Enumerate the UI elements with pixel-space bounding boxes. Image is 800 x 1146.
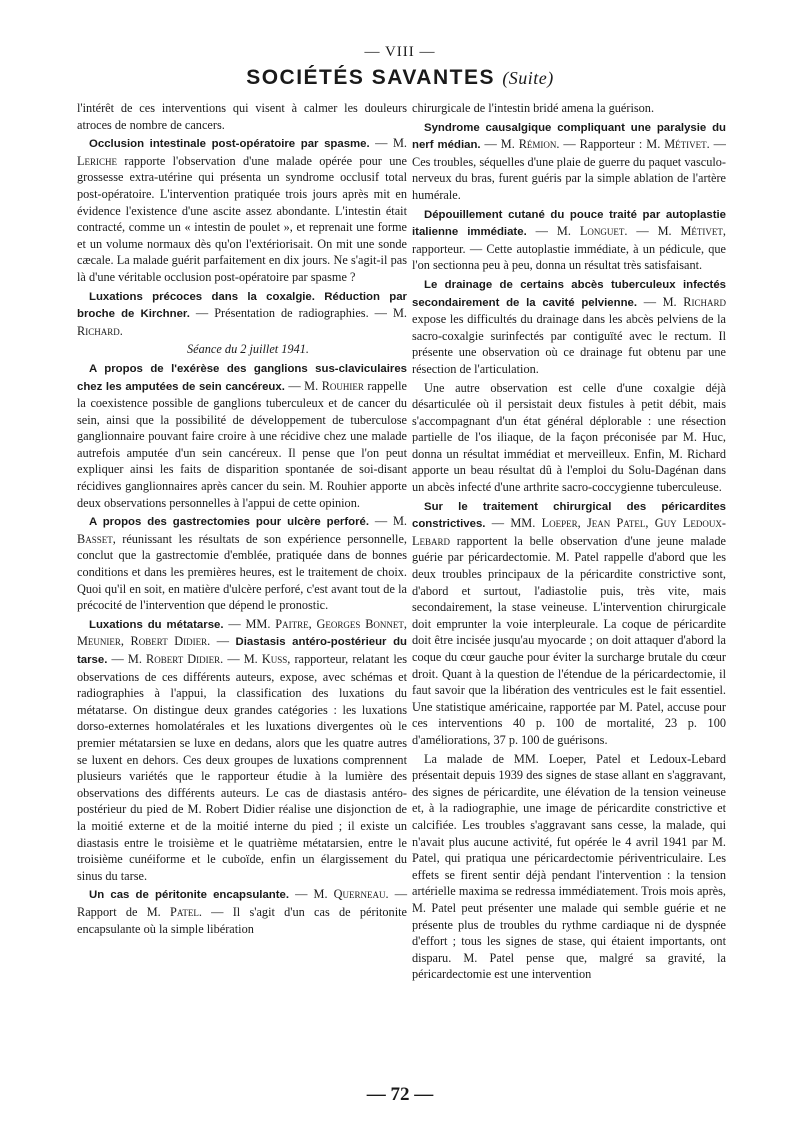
paragraph: Luxations précoces dans la coxalgie. Réduction par broche de Kirchner. — Présentation de radiographies. — M. Richard. [77, 290, 407, 338]
rubric-heading: Diastasis antéro-postérieur du tarse. [77, 636, 407, 666]
paragraph: Le drainage de certains abcès tuberculeux infectés secondairement de la cavité pelvienne. — M. Richard expose les difficultés du drainage dans les abcès pelviens de la sacro-coxalgie surinfectés par contiguïté avec le rectum. Il présente une observation où ce drainage fut obtenu par une résection de l'articulation. [412, 278, 726, 376]
author-name: Patel [169, 904, 199, 919]
rubric-heading: Un cas de péritonite encapsulante. [89, 889, 290, 902]
author-name: Basset [77, 531, 113, 546]
author-name: Kuss [261, 652, 288, 666]
author-name: Rémion [518, 137, 557, 152]
rubric-heading: Le drainage de certains abcès tuberculeux infectés secondairement de la cavité pelvienne. [412, 278, 726, 309]
paragraph: l'intérêt de ces interventions qui visent à calmer les douleurs atroces de nombre de cancers. [77, 101, 407, 132]
paragraph: La malade de MM. Loeper, Patel et Ledoux-Lebard présentait depuis 1939 des signes de stase allant en s'aggravant, des signes de péricardite, une élévation de la tension veineuse et, à la radiographie, une image de péricardite constrictive et calcifiée. Les troubles s'aggravant sans cesse, la malade, qui n'avait plus aucune activité, fut opérée le 4 avril 1941 par M. Patel, qui pratiqua une péricardectomie périventriculaire. Les effets se firent sentir déjà pendant l'intervention : la tension artérielle maxima se redressa immédiatement. Trois mois après, M. Patel peut présenter une malade qui semble guérie et ne présente plus de troubles du rythme cardiaque ni de dyspnée d'effort ; tous les signes de stase, qui étaient importants, ont disparu. M. Patel pense que, malgré sa gravité, la péricardectomie est une intervention [412, 751, 726, 982]
rubric-heading: A propos des gastrectomies pour ulcère perforé. [89, 516, 370, 529]
paragraph: A propos de l'exérèse des ganglions sus-claviculaires chez les amputées de sein cancéreux. — M. Rouhier rappelle la coexistence possible de ganglions tuberculeux et de cancer du sein, ainsi que la possibilité de développement de tuberculose ganglionnaire pouvant faire croire à une récidive chez une malade autrefois amputée d'un sein cancéreux. Il pense que l'on peut expliquer ainsi les faits de disparition spontanée de soi-disant récidives ganglionnaires après cancer du sein. M. Rouhier apporte deux observations personnelles à l'appui de cette opinion. [77, 362, 407, 510]
roman-page-number: — VIII — [364, 44, 436, 60]
author-name: Métivet [664, 137, 707, 152]
author-name: Leriche [77, 153, 118, 168]
paragraph: Dépouillement cutané du pouce traité par autoplastie italienne immédiate. — M. Longuet. — M. Métivet, rapporteur. — Cette autoplastie immédiate, à un pédicule, que l'on sectionna peu à peu, donna un résultat très satisfaisant. [412, 208, 726, 273]
author-name: Métivet [680, 224, 723, 239]
rubric-heading: Dépouillement cutané du pouce traité par autoplastie italienne immédiate. [412, 208, 726, 239]
author-name: Longuet [579, 224, 625, 239]
author-name: Richard [77, 323, 120, 338]
paragraph: A propos des gastrectomies pour ulcère perforé. — M. Basset, réunissant les résultats de son expérience personnelle, conclut que la gastrectomie d'emblée, pratiquée dans de bonnes conditions et dans les premières heures, est le traitement de choix. Quoi qu'il en soit, en matière d'ulcère perforé, c'est avant tout de la précocité de l'intervention que dépend le pronostic. [77, 514, 407, 613]
rubric-heading: Sur le traitement chirurgical des péricardites constrictives. [412, 500, 726, 531]
author-name: Robert Didier [146, 652, 221, 666]
paragraph: Sur le traitement chirurgical des péricardites constrictives. — MM. Loeper, Jean Patel, Guy Ledoux-Lebard rapportent la belle observation d'une jeune malade guérie par péricardectomie. M. Patel rappelle d'abord que les deux troubles principaux de la péricardite constrictive sont, d'abord et surtout, l'adiastolie puis, très vite, mais secondairement, la stase veineuse. L'intervention chirurgicale doit emprunter la voie interpleurale. La coque de péricardite doit être incisée jusqu'au myocarde ; on doit attaquer d'abord la coque du cœur gauche pour éviter la surcharge brutale du cœur droit. Quant à la question de l'étendue de la péricardectomie, il faut savoir que la libération des ventricules est le fait essentiel. Une statistique américaine, rapportée par M. Patel, accuse pour ces interventions 40 p. 100 de mortalité, 23 p. 100 d'améliorations, 37 p. 100 de guérisons. [412, 500, 727, 747]
left-column [77, 100, 407, 939]
section-title-suite: (Suite) [502, 68, 554, 88]
section-title: SOCIÉTÉS SAVANTES [246, 66, 495, 89]
page-title [0, 66, 800, 90]
paragraph: Syndrome causalgique compliquant une paralysie du nerf médian. — M. Rémion. — Rapporteur : M. Métivet. — Ces troubles, séquelles d'une plaie de guerre du paquet vasculo-nerveux du bras, furent guéris par la simple ablation de l'artère humérale. [412, 121, 726, 202]
rubric-heading: Luxations du métatarse. [89, 618, 224, 631]
author-name: Richard [683, 294, 726, 309]
session-date-heading: Séance du 2 juillet 1941. [187, 342, 309, 357]
right-column [412, 100, 726, 985]
author-name: Loeper, Jean Patel, Guy Ledoux-Lebard [412, 516, 727, 548]
paragraph: Un cas de péritonite encapsulante. — M. Querneau. — Rapport de M. Patel. — Il s'agit d'un cas de péritonite encapsulante où la simple libération [77, 887, 407, 936]
rubric-heading: Luxations précoces dans la coxalgie. Réduction par broche de Kirchner. [77, 290, 407, 321]
rubric-heading: A propos de l'exérèse des ganglions sus-claviculaires chez les amputées de sein cancéreux. [77, 362, 407, 393]
rubric-heading: Syndrome causalgique compliquant une paralysie du nerf médian. [412, 121, 726, 152]
paragraph: chirurgicale de l'intestin bridé amena la guérison. [412, 101, 655, 115]
author-name: Querneau [333, 887, 386, 902]
page-number: — 72 — [366, 1084, 434, 1105]
author-name: Paitre, Georges Bonnet, Meunier, Robert Didier [77, 616, 407, 649]
paragraph: Occlusion intestinale post-opératoire par spasme. — M. Leriche rapporte l'observation d'une malade opérée pour une grossesse extra-utérine qui présenta un syndrome occlusif total post-opératoire. L'intervention pratiquée trois jours après mit en évidence l'existence d'une ascite assez abondante. L'intestin était contracté, comme un « intestin de poulet », et reprenait une forme et un volume normaux dès qu'on l'extériorisait. On mit une sonde cæcale. La malade guérit parfaitement en dix jours. Ne s'agit-il pas là d'une véritable occlusion post-opératoire par spasme ? [77, 136, 407, 284]
paragraph: Luxations du métatarse. — MM. Paitre, Georges Bonnet, Meunier, Robert Didier. — Diastasis antéro-postérieur du tarse. — M. Robert Didier. — M. Kuss, rapporteur, relatant les observations de ces différents auteurs, expose, avec schémas et radiographies à l'appui, la classification des luxations du métatarse. On distingue deux grandes catégories : les luxations dorso-externes homolatérales et les luxations divergentes où le premier métatarsien se luxe en dedans, alors que les quatre autres se luxent en dehors. Ces deux groupes de luxations comprennent plusieurs variétés que le rapporteur étudie à la lumière des observations des différents auteurs. Le cas de diastasis antéro-postérieur du pied de M. Robert Didier réalise une disjonction de la moitié externe et de la moitié interne du pied ; il existe un diastasis entre le troisième et le quatrième métatarsien, entre le troisième cunéiforme et le cuboïde, enfin un élargissement du sinus du tarse. [77, 616, 407, 883]
author-name: Rouhier [321, 378, 364, 393]
rubric-heading: Occlusion intestinale post-opératoire par spasme. [89, 138, 370, 151]
paragraph: Une autre observation est celle d'une coxalgie déjà désarticulée où il persistait deux fistules à petit débit, mais s'accompagnant d'un état général déplorable : une résection partielle de l'os iliaque, de la façon préconisée par M. Huc, donna un résultat immédiat et merveilleux. Enfin, M. Richard apporte un beau résultat dû à l'emploi du Solu-Dagénan dans un abcès infecté d'une arthrite sacro-coccygienne tuberculeuse. [412, 380, 726, 495]
